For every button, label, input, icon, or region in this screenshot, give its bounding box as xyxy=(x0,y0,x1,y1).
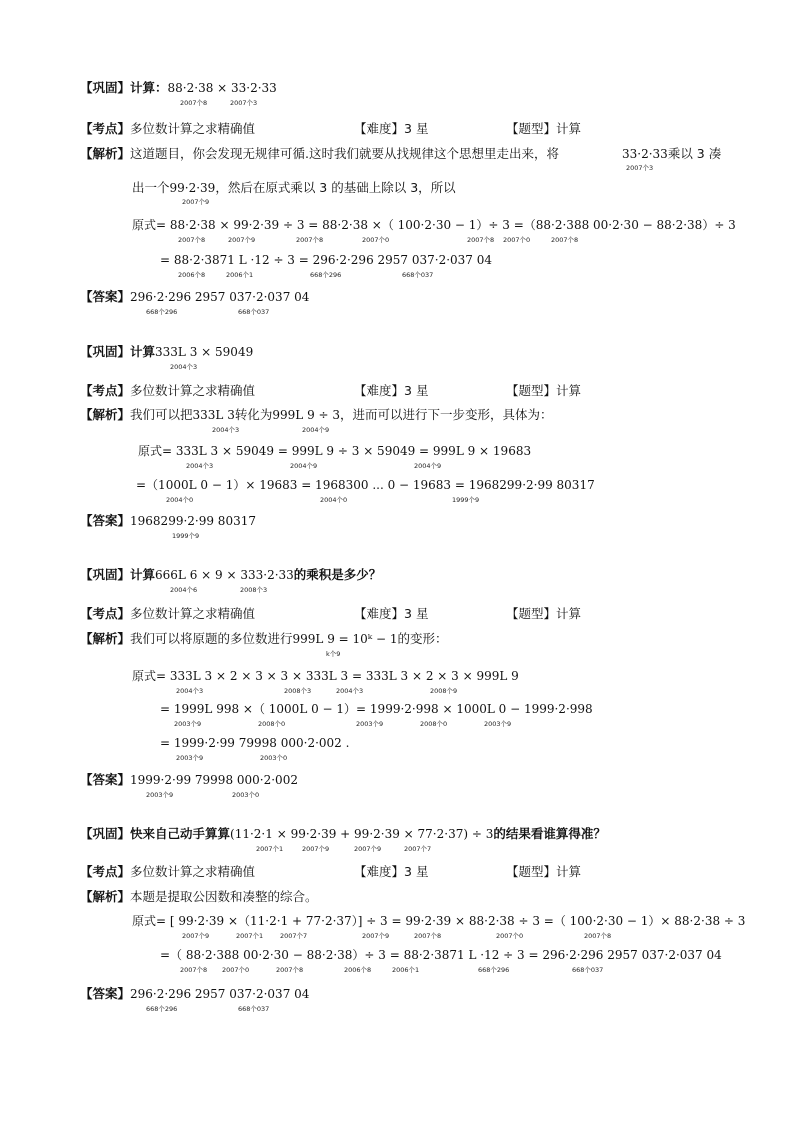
p3-nandu: 【难度】3 星 xyxy=(354,606,429,621)
p2-kaodian: 【考点】多位数计算之求精确值 xyxy=(80,383,256,398)
p3-calc-line3: = 1999·2·99 79998 000·2·002 . xyxy=(160,736,350,750)
p4-nandu: 【难度】3 星 xyxy=(354,864,429,879)
p1-jiexi-line1: 【解析】这道题目，你会发现无规律可循.这时我们就要从找规律这个思想里走出来，将 xyxy=(80,146,559,161)
p4-question: 【巩固】快来自己动手算算(11·2·1 × 99·2·39 + 99·2·39 × 77·2·37) ÷ 3的结果看谁算得准？ xyxy=(80,826,606,841)
p4-kaodian: 【考点】多位数计算之求精确值 xyxy=(80,864,256,879)
p1-kaodian: 【考点】多位数计算之求精确值 xyxy=(80,121,256,136)
p1-question: 【巩固】计算：88·2·38 × 33·2·33 xyxy=(80,80,277,95)
p2-calc-line2: =（1000L 0 − 1）× 19683 = 1968300 ... 0 − 19683 = 1968299·2·99 80317 xyxy=(136,478,595,492)
p2-calc-line1: 原式= 333L 3 × 59049 = 999L 9 ÷ 3 × 59049 = 999L 9 × 19683 xyxy=(138,444,532,458)
p4-calc-line2: =（ 88·2·388 00·2·30 − 88·2·38）÷ 3 = 88·2·3871 L ·12 ÷ 3 = 296·2·296 2957 037·2·037 04 xyxy=(160,948,722,962)
p3-kaodian: 【考点】多位数计算之求精确值 xyxy=(80,606,256,621)
p3-jiexi: 【解析】我们可以将原题的多位数进行999L 9 = 10ᵏ − 1的变形： xyxy=(80,631,448,646)
p2-nandu: 【难度】3 星 xyxy=(354,383,429,398)
p3-question: 【巩固】计算666L 6 × 9 × 333·2·33的乘积是多少？ xyxy=(80,567,382,582)
p1-answer: 【答案】296·2·296 2957 037·2·037 04 xyxy=(80,289,310,304)
p3-calc-line2: = 1999L 998 ×（ 1000L 0 − 1）= 1999·2·998 × 1000L 0 − 1999·2·998 xyxy=(160,702,593,716)
p4-jiexi: 【解析】本题是提取公因数和凑整的综合。 xyxy=(80,889,318,904)
p3-answer: 【答案】1999·2·99 79998 000·2·002 xyxy=(80,772,298,787)
p4-answer: 【答案】296·2·296 2957 037·2·037 04 xyxy=(80,986,310,1001)
p1-calc-line1: 原式= 88·2·38 × 99·2·39 ÷ 3 = 88·2·38 ×（ 100·2·30 − 1）÷ 3 =（88·2·388 00·2·30 − 88·2·38）÷ 3 xyxy=(132,218,736,232)
p2-jiexi: 【解析】我们可以把333L 3转化为999L 9 ÷ 3，进而可以进行下一步变形，具体为： xyxy=(80,407,553,422)
p4-calc-line1: 原式= [ 99·2·39 ×（11·2·1 + 77·2·37）] ÷ 3 = 99·2·39 × 88·2·38 ÷ 3 =（ 100·2·30 − 1）× 88·2·38 ÷ 3 xyxy=(132,914,746,928)
p1-tixing: 【题型】计算 xyxy=(506,121,582,136)
p3-tixing: 【题型】计算 xyxy=(506,606,582,621)
p2-question: 【巩固】计算333L 3 × 59049 xyxy=(80,344,254,359)
p1-jiexi-line2: 出一个99·2·39，然后在原式乘以 3 的基础上除以 3，所以 xyxy=(132,180,456,195)
p2-answer: 【答案】1968299·2·99 80317 xyxy=(80,513,256,528)
p2-tixing: 【题型】计算 xyxy=(506,383,582,398)
p1-nandu: 【难度】3 星 xyxy=(354,121,429,136)
p1-calc-line2: = 88·2·3871 L ·12 ÷ 3 = 296·2·296 2957 037·2·037 04 xyxy=(160,253,493,267)
p4-tixing: 【题型】计算 xyxy=(506,864,582,879)
p3-calc-line1: 原式= 333L 3 × 2 × 3 × 3 × 333L 3 = 333L 3 × 2 × 3 × 999L 9 xyxy=(132,669,519,683)
